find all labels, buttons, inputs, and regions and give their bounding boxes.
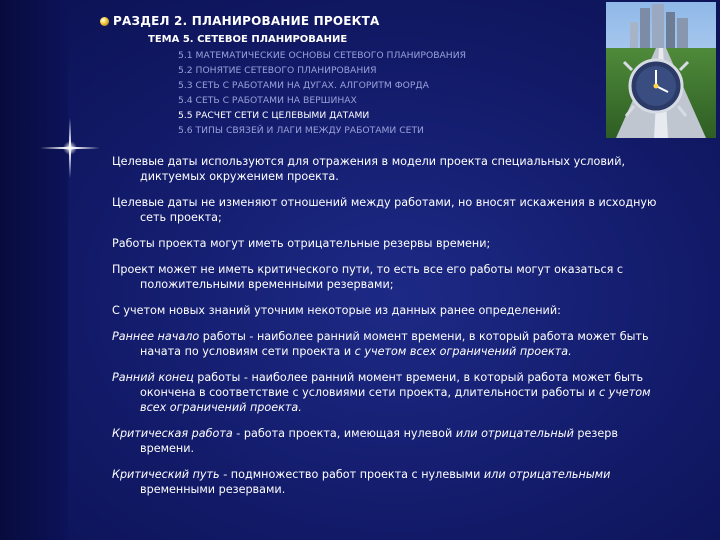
body-paragraph-1: Целевые даты используются для отражения в модели проекта специальных условий, диктуемых окружением проекта.: [112, 155, 626, 183]
section-title-text: РАЗДЕЛ 2. ПЛАНИРОВАНИЕ ПРОЕКТА: [113, 14, 380, 28]
slide-body: [112, 154, 668, 508]
topic-item-5-4[interactable]: 5.4 СЕТЬ С РАБОТАМИ НА ВЕРШИНАХ: [178, 95, 357, 106]
bullet-ball-icon: [100, 17, 109, 26]
topic-item-5-6[interactable]: 5.6 ТИПЫ СВЯЗЕЙ И ЛАГИ МЕЖДУ РАБОТАМИ СЕТИ: [178, 125, 424, 136]
definition-critical-activity-text-1: - работа проекта, имеющая нулевой: [232, 427, 456, 440]
definition-early-finish: [112, 370, 668, 415]
body-paragraph-4: Проект может не иметь критического пути, то есть все его работы могут оказаться с положительными временными резервами;: [112, 263, 624, 291]
definition-critical-activity: [112, 426, 668, 456]
sparkle-decoration: [40, 118, 100, 178]
topic-item-5-3[interactable]: 5.3 СЕТЬ С РАБОТАМИ НА ДУГАХ. АЛГОРИТМ ФОРДА: [178, 80, 429, 91]
term-critical-path: Критический путь: [112, 468, 220, 481]
definition-critical-activity-text-2: резерв времени.: [140, 427, 618, 455]
body-paragraph-3: Работы проекта могут иметь отрицательные резервы времени;: [112, 237, 491, 250]
term-early-finish: Ранний конец: [112, 371, 194, 384]
slide-header: [100, 14, 600, 138]
topic-title: ТЕМА 5. СЕТЕВОЕ ПЛАНИРОВАНИЕ: [148, 34, 348, 45]
definition-early-finish-text: работы - наиболее ранний момент времени, в который работа может быть окончена в соответствие с условиями сети проекта, длительности работы и: [140, 371, 644, 399]
definition-critical-path: [112, 467, 668, 497]
definition-early-start-emphasis: с учетом всех ограничений проекта.: [354, 345, 572, 358]
body-paragraph-5: С учетом новых знаний уточним некоторые из данных ранее определений:: [112, 304, 561, 317]
decorative-city-clock-image: [606, 2, 716, 138]
definition-critical-path-text-2: временными резервами.: [140, 483, 286, 496]
section-title: [100, 14, 600, 28]
definition-critical-path-text-1: - подмножество работ проекта с нулевыми: [219, 468, 484, 481]
term-early-start: Раннее начало: [112, 330, 200, 343]
term-critical-activity: Критическая работа: [112, 427, 233, 440]
definition-early-finish-emphasis: с учетом всех ограничений проекта.: [140, 386, 651, 414]
topic-item-5-2[interactable]: 5.2 ПОНЯТИЕ СЕТЕВОГО ПЛАНИРОВАНИЯ: [178, 65, 377, 76]
definition-early-start: [112, 329, 668, 359]
definition-critical-activity-emphasis: или отрицательный: [455, 427, 574, 440]
definition-early-start-text: работы - наиболее ранний момент времени, в который работа может быть начата по условиям сети проекта и: [140, 330, 649, 358]
topic-list: [178, 48, 600, 138]
body-paragraph-2: Целевые даты не изменяют отношений между работами, но вносят искажения в исходную сеть проекта;: [112, 196, 657, 224]
left-dark-stripe: [0, 0, 68, 540]
definition-critical-path-emphasis: или отрицательными: [483, 468, 611, 481]
topic-item-5-1[interactable]: 5.1 МАТЕМАТИЧЕСКИЕ ОСНОВЫ СЕТЕВОГО ПЛАНИРОВАНИЯ: [178, 50, 466, 61]
topic-item-5-5-current[interactable]: 5.5 РАСЧЕТ СЕТИ С ЦЕЛЕВЫМИ ДАТАМИ: [178, 110, 370, 121]
